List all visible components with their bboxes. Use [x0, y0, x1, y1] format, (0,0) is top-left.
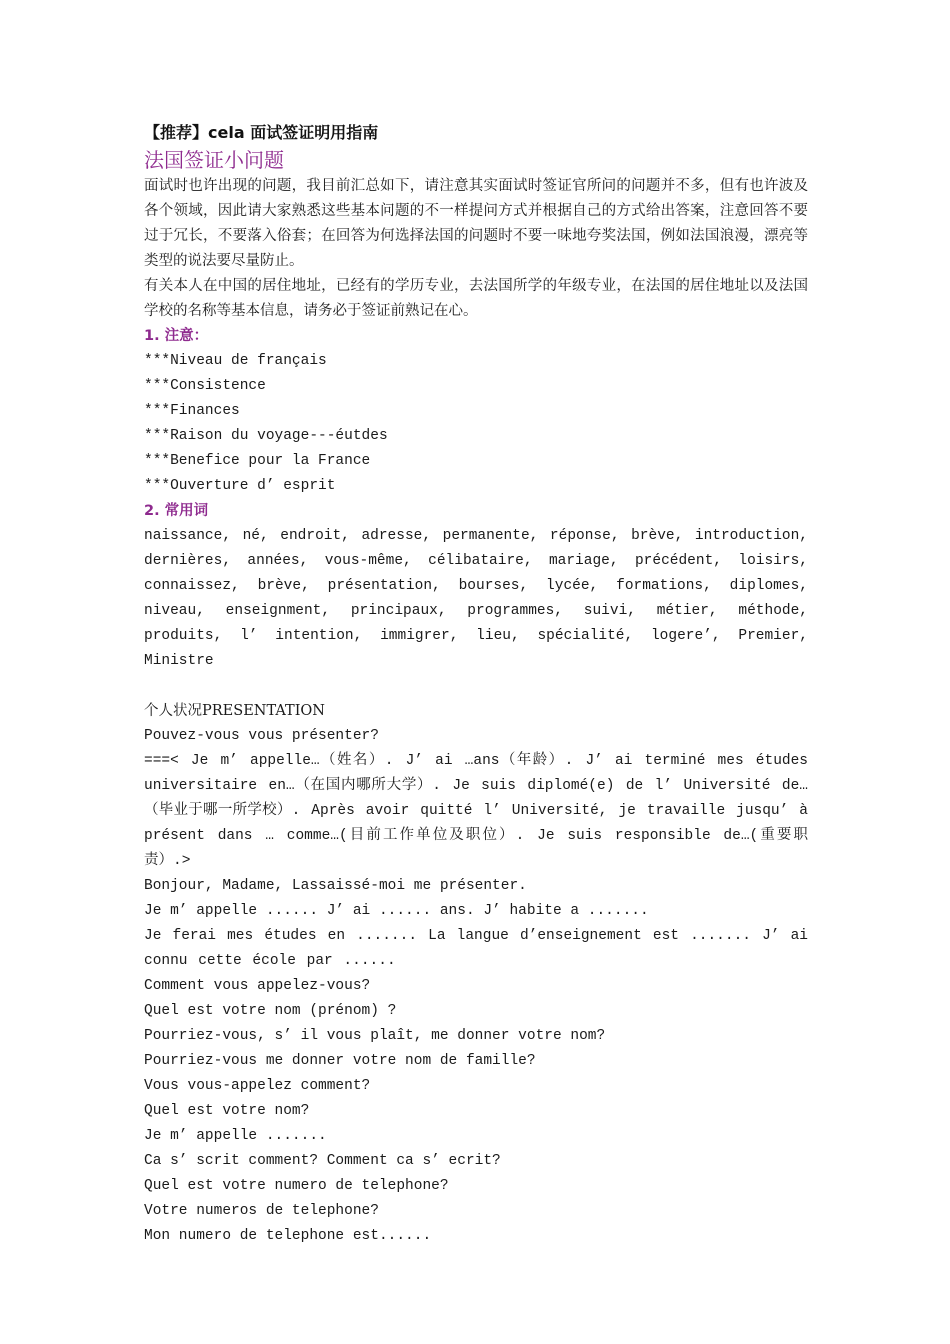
document-page — [144, 120, 808, 1249]
dialogue-line: Votre numeros de telephone? — [144, 1203, 379, 1219]
presentation-template: ===< Je m’ appelle…（姓名）. J’ ai …ans（年龄）. J’ ai terminé mes études universitaire en…（在国内哪所大学）. Je suis diplomé(e) de l’ Université de…（毕业于哪一所学校）. Après avoir quitté l’ Université, je travaille jusqu’ à présent dans … comme…(目前工作单位及职位）. Je suis responsible de…(重要职责）.> — [144, 753, 808, 869]
section-2-heading: 2. 常用词 — [144, 503, 209, 519]
common-words-paragraph: naissance, né, endroit, adresse, permanente, réponse, brève, introduction, dernières, années, vous-même, célibataire, mariage, précédent, loisirs, connaissez, brève, présentation, bourses, lycée, formations, diplomes, niveau, enseignment, principaux, programmes, suivi, métier, méthode, produits, l’ intention, immigrer, lieu, spécialité, logere’, Premier, Ministre — [144, 528, 808, 669]
document-subtitle: 法国签证小问题 — [144, 148, 284, 172]
dialogue-line: Pourriez-vous me donner votre nom de famille? — [144, 1053, 536, 1069]
dialogue-line: Je m’ appelle ...... J’ ai ...... ans. J’ habite a ....... — [144, 903, 649, 919]
dialogue-line: Mon numero de telephone est...... — [144, 1228, 432, 1244]
list-item: ***Finances — [144, 403, 240, 419]
dialogue-line: Quel est votre numero de telephone? — [144, 1178, 449, 1194]
dialogue-line: Je m’ appelle ....... — [144, 1128, 327, 1144]
dialogue-line: Pourriez-vous, s’ il vous plaît, me donner votre nom? — [144, 1028, 606, 1044]
presentation-question: Pouvez-vous vous présenter? — [144, 728, 379, 744]
list-item: ***Niveau de français — [144, 353, 327, 369]
intro-paragraph-2: 有关本人在中国的居住地址，已经有的学历专业，去法国所学的年级专业，在法国的居住地址以及法国学校的名称等基本信息，请务必于签证前熟记在心。 — [144, 278, 808, 319]
list-item: ***Raison du voyage---éutdes — [144, 428, 388, 444]
dialogue-line: Comment vous appelez-vous? — [144, 978, 371, 994]
section-1-heading: 1. 注意： — [144, 328, 209, 344]
list-item: ***Consistence — [144, 378, 266, 394]
spacer — [144, 674, 808, 699]
list-item: ***Benefice pour la France — [144, 453, 371, 469]
list-item: ***Ouverture d’ esprit — [144, 478, 336, 494]
document-title: 【推荐】cela 面试签证明用指南 — [144, 123, 379, 142]
dialogue-lines — [144, 874, 808, 1249]
presentation-heading: 个人状况PRESENTATION — [144, 703, 325, 719]
dialogue-line: Ca s’ scrit comment? Comment ca s’ ecrit? — [144, 1153, 501, 1169]
dialogue-line: Je ferai mes études en ....... La langue d’enseignement est ....... J’ ai connu cette école par ...... — [144, 928, 808, 969]
dialogue-line: Quel est votre nom (prénom) ? — [144, 1003, 397, 1019]
dialogue-line: Quel est votre nom? — [144, 1103, 310, 1119]
section-1-list — [144, 349, 808, 499]
dialogue-line: Bonjour, Madame, Lassaissé-moi me présenter. — [144, 878, 527, 894]
dialogue-line: Vous vous-appelez comment? — [144, 1078, 371, 1094]
intro-paragraph-1: 面试时也许出现的问题，我目前汇总如下，请注意其实面试时签证官所问的问题并不多，但有也许波及各个领域，因此请大家熟悉这些基本问题的不一样提问方式并根据自己的方式给出答案，注意回答不要过于冗长，不要落入俗套；在回答为何选择法国的问题时不要一味地夸奖法国，例如法国浪漫，漂亮等类型的说法要尽量防止。 — [144, 178, 808, 269]
